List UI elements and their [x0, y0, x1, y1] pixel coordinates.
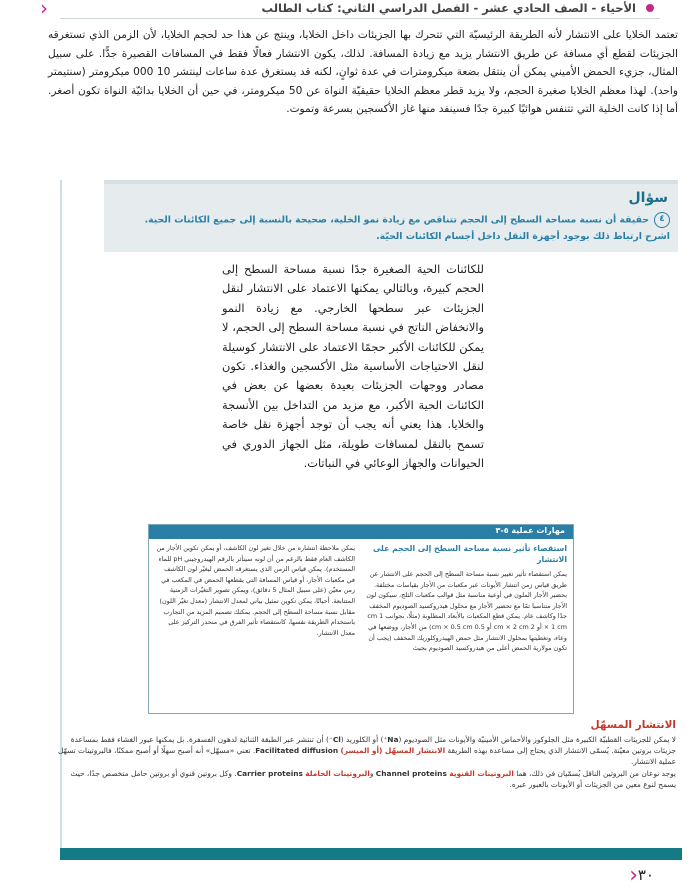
practical-skills-box [148, 524, 574, 714]
fd-p2-text-a: يوجد نوعان من البروتين الناقل يُسمّيان في ذلك، هما [513, 768, 676, 778]
practical-skills-left-text: يمكن ملاحظة انتشاره من خلال تغير لون الكاشف، أو يمكن تكوين الأجار من الكاشف العام فقط بالرغم من أن لونه سيتأثر بالرقم الهيدروجيني pH للماء المستخدم). يمكن قياس الزمن الذي يستغرقه الحمض ليغيّر لون الكاشف في مكعبات الأجار، أو قياس المسافة التي يقطعها الحمض في المكعب في زمن معيّن (على سبيل المثال 5 دقائق)، ويمكن تصوير التغيّرات الزمنية المتتابعة. أحيانًا، يمكن تكوين تمثيل بياني لمعدل الانتشار (معدل تغيّر اللون) مقابل نسبة مساحة السطح إلى الحجم. يمكنك تصميم المزيد من التجارب باستخدام الطريقة نفسها، كاستقصاء تأثير الفرق في منحدر التركيز على معدل الانتشار. [156, 544, 355, 637]
question-number-badge: ٤ [654, 212, 670, 228]
question-line-1: حقيقة أن نسبة مساحة السطح إلى الحجم تتناقص مع زيادة نمو الخلية، صحيحة بالنسبة إلى جميع الكائنات الحية. [144, 214, 649, 226]
facilitated-diffusion-section [56, 718, 676, 790]
fd-p1-highlight: الانتشار المسهّل (أو الميسر) [340, 746, 446, 756]
practical-skills-label: مهارات عملية ٥-٣ [495, 526, 565, 535]
facilitated-diffusion-paragraph-2 [56, 768, 676, 790]
page-number: ٣٠ [637, 866, 654, 884]
fd-p1-text-a: لا يمكن للجزيئات القطبيّة الكبيرة مثل الجلوكوز والأحماض الأمينيّة والأيونات مثل الصوديوم ( [398, 735, 676, 744]
chevron-left-icon[interactable]: ‹ [629, 863, 638, 888]
intro-paragraph [48, 26, 678, 119]
practical-skills-left-column [155, 543, 355, 638]
footer-bar [60, 848, 682, 860]
intro-text: تعتمد الخلايا على الانتشار لأنه الطريقة الرئيسيّة التي تتحرك بها الجزيئات داخل الخلايا، وينتج عن هذا حد لحجم الخلايا، لأن الزمن الذي تستغرقه الجزيئات لقطع أي مسافة عن طريق الانتشار يزيد مع زيادة المسافة. لذلك، يكون الانتشار فعالًا فقط في المسافات القصيرة جدًّا. على سبيل المثال، جزيء الحمض الأميني يمكن أن ينتقل بضعة ميكرومترات في عدة ثوانٍ، لكنه قد يستغرق عدة ساعات لينتشر 10 000 ميكرومتر (سنتيمتر واحد). لهذا معظم الخلايا صغيرة الحجم، ولا يزيد قطر معظم الخلايا حقيقيّة النواة عن 50 ميكرومتر، في حين أن الخلايا بدائيّة النواة تكون أصغر. أما إذا كانت الخلية التي تتنفس هوائيًا كبيرة جدًا فسينفد منها غاز الأكسجين بسرعة وتموت. [48, 29, 679, 116]
facilitated-diffusion-title: الانتشار المسهّل [590, 719, 676, 731]
header-bullet-icon [646, 4, 654, 12]
practical-skills-header [149, 525, 573, 539]
answer-paragraph [222, 260, 484, 473]
answer-text: للكائنات الحية الصغيرة جدًا نسبة مساحة السطح إلى الحجم كبيرة، وبالتالي يمكنها الاعتماد على الانتشار لنقل الجزيئات عبر سطحها الخارجي. مع زيادة النمو والانخفاض الناتج في نسبة مساحة السطح إلى الحجم، لا يمكن للكائنات الأكبر حجمًا الاعتماد على الانتشار كوسيلة لنقل الاحتياجات الأساسية مثل الأكسجين والغذاء. تكون مصادر ووجهات الجزيئات بعيدة بعضها عن بعض في الكائنات الحية الأكبر، مع مزيد من التداخل بين الأنسجة والخلايا. هذا يعني أنه يجب أن توجد أجهزة نقل خاصة تسمح بالنقل لمسافات طويلة، مثل الجهاز الدوري في الحيوانات والجهاز الوعائي في النباتات. [222, 262, 484, 471]
fd-p1-text-b: ⁺) أو الكلوريد ( [340, 735, 388, 744]
practical-skills-right-column [361, 543, 567, 654]
practical-skills-right-text: يمكن استقصاء تأثير تغيير نسبة مساحة السطح إلى الحجم على الانتشار عن طريق قياس زمن انتشار الأيونات عبر مكعبات من الأجار بقياسات مختلفة. بحضير الأجار الملون في أوعية مناسبة مثل قوالب مكعبات الثلج، سيكون لون الأجار متناسبا تمًا مع تحضير الأجار مع محلول هيدروكسيد الصوديوم المخفف جدًا وكاشف عام. يمكن قطع المكعبات بالأبعاد المطلوبة (مثلًا، بجوانب 1 cm × 1 cm أو 2 cm × 2 cm أو 0.5 cm × 0.5 cm) من الأجار، ووضعها في وعاء، وتغطيتها بمحلول الانتشار مثل حمض الهيدروكلوريك المخفف (يجب أن تكون مولارية الحمض أعلى من هيدروكسيد الصوديوم بحيث [366, 570, 567, 653]
fd-p1-english-term: Facilitated diffusion [255, 746, 339, 756]
fd-p2-text-b: . وكل بروتين قنوي أو بروتين حامل متخصص جدًا، حيث يسمح لنوع معين من الجزيئات أو الأيونات بالعبور عبره. [70, 768, 676, 789]
question-text [112, 212, 670, 245]
question-box-bar [104, 180, 678, 184]
header-title: الأحياء - الصف الحادي عشر - الفصل الدراسي الثاني: كتاب الطالب [261, 1, 636, 15]
question-box [104, 180, 678, 252]
question-line-2: اشرح ارتباط ذلك بوجود أجهزة النقل داخل أجسام الكائنات الحيّة. [376, 230, 670, 242]
fd-p2-highlight-carrier: البروتينات الحاملة [305, 768, 370, 778]
facilitated-diffusion-paragraph-1 [56, 734, 676, 768]
fd-p1-na: Na [387, 735, 399, 744]
practical-skills-title: استقصاء تأثير نسبة مساحة السطح إلى الحجم على الانتشار [373, 544, 567, 564]
fd-p2-english-channel: Channel proteins [375, 768, 447, 778]
question-title: سؤال [628, 190, 668, 206]
fd-p2-english-carrier: Carrier proteins [236, 768, 303, 778]
fd-p1-text-c: ⁻) أن تنتشر عبر الطبقة الثنائية لدهون الفسفرة. بل يمكنها عبور الغشاء فقط بمساعدة جزيئات بروتين معيّنة. يُسمّى الانتشار الذي يحتاج إلى مساعدة بهذه الطريقة [70, 735, 676, 756]
chevron-left-icon[interactable]: ‹ [40, 0, 48, 20]
page-header [60, 0, 660, 19]
fd-p2-highlight-channel: البروتينات القنوية [449, 768, 514, 778]
fd-p1-cl: Cl [332, 735, 341, 744]
fd-p2-and: و [369, 768, 376, 778]
fd-p1-text-d: . تعني «مسهّل» أنه أصبح سهلًا أو أصبح ممكنًا، فالبروتينات تسهّل عملية الانتشار. [57, 746, 676, 767]
